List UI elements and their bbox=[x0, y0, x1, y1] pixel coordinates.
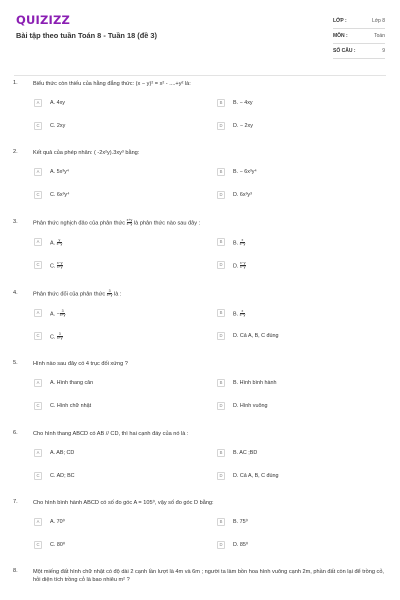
question-text: Hình nào sau đây có 4 trục đối xứng ? bbox=[33, 361, 128, 367]
option-a[interactable] bbox=[34, 167, 184, 178]
option-letter-box[interactable]: B bbox=[217, 379, 225, 387]
fraction-numerator: x bbox=[241, 238, 244, 242]
fraction-numerator: 3 bbox=[58, 332, 61, 336]
option-b[interactable] bbox=[217, 237, 367, 248]
option-fraction bbox=[240, 262, 246, 270]
option-b[interactable] bbox=[217, 167, 367, 178]
question-text: Kết quả của phép nhân: ( -2x²y).3xy³ bằng: bbox=[33, 150, 140, 156]
option-d[interactable] bbox=[217, 471, 367, 482]
option-b[interactable] bbox=[217, 448, 367, 459]
fraction-denominator: x+y bbox=[106, 293, 113, 298]
meta-label: MÔN : bbox=[333, 33, 348, 39]
question-fraction bbox=[107, 290, 113, 298]
option-text: A. Hình thang cân bbox=[50, 380, 94, 386]
option-text: C. Hình chữ nhật bbox=[50, 403, 92, 409]
meta-row-subject bbox=[333, 29, 385, 44]
fraction-denominator: x−y bbox=[126, 222, 133, 227]
option-text: C. 6x³y⁴ bbox=[50, 192, 70, 198]
worksheet-header bbox=[0, 0, 400, 64]
question-number: 7. bbox=[13, 499, 18, 505]
option-label: D. bbox=[233, 263, 239, 270]
option-letter-box[interactable]: B bbox=[217, 518, 225, 526]
fraction-denominator: x−y bbox=[239, 242, 246, 247]
option-text bbox=[233, 262, 246, 270]
option-b[interactable] bbox=[217, 378, 367, 389]
option-text: D. Hình vuông bbox=[233, 403, 268, 409]
option-text: B. − 6x³y⁴ bbox=[233, 169, 257, 175]
meta-row-question-count bbox=[333, 44, 385, 59]
fraction-denominator: x+y bbox=[56, 336, 63, 341]
fraction-numerator: 3 bbox=[61, 309, 64, 313]
question-number: 2. bbox=[13, 149, 18, 155]
question-text: Cho hình bình hành ABCD có số đo góc A = 105⁰, vậy số đo góc D bằng: bbox=[33, 500, 214, 506]
option-label: A. − bbox=[50, 311, 60, 318]
option-letter-box[interactable]: D bbox=[217, 191, 225, 199]
option-a[interactable] bbox=[34, 98, 184, 109]
option-d[interactable] bbox=[217, 331, 367, 342]
option-letter-box[interactable]: A bbox=[34, 99, 42, 107]
option-text bbox=[50, 333, 63, 341]
option-a[interactable] bbox=[34, 237, 184, 248]
option-letter-box[interactable]: D bbox=[217, 541, 225, 549]
option-d[interactable] bbox=[217, 260, 367, 271]
option-text: C. 2xy bbox=[50, 123, 66, 129]
worksheet-meta-box bbox=[333, 14, 385, 59]
option-text: B. 75⁰ bbox=[233, 519, 248, 525]
question-number: 3. bbox=[13, 219, 18, 225]
fraction-denominator: x−y bbox=[239, 313, 246, 318]
option-b[interactable] bbox=[217, 98, 367, 109]
option-letter-box[interactable]: A bbox=[34, 449, 42, 457]
option-letter-box[interactable]: A bbox=[34, 168, 42, 176]
option-letter-box[interactable]: B bbox=[217, 168, 225, 176]
option-text: B. Hình bình hành bbox=[233, 380, 277, 386]
question-text-after: là : bbox=[114, 291, 122, 298]
option-a[interactable] bbox=[34, 378, 184, 389]
option-text: B. − 4xy bbox=[233, 100, 253, 106]
question-text-before: Phân thức đối của phân thức bbox=[33, 291, 106, 298]
option-text: C. 80⁰ bbox=[50, 542, 66, 548]
question-text-after: là phân thức nào sau đây : bbox=[133, 220, 201, 227]
meta-value: 9 bbox=[382, 48, 385, 54]
question-text: Biểu thức còn thiếu của hằng đẳng thức: (x − y)² = x² - ....+y² là: bbox=[33, 81, 191, 87]
option-fraction bbox=[57, 333, 63, 341]
option-a[interactable] bbox=[34, 517, 184, 528]
option-text: A. 4xy bbox=[50, 100, 65, 106]
option-d[interactable] bbox=[217, 401, 367, 412]
option-b[interactable] bbox=[217, 308, 367, 319]
question-text: Cho hình thang ABCD có AB // CD, thì hai cạnh đáy của nó là : bbox=[33, 431, 189, 437]
option-fraction bbox=[57, 239, 63, 247]
option-letter-box[interactable]: B bbox=[217, 99, 225, 107]
question-fraction bbox=[127, 219, 133, 227]
option-a[interactable] bbox=[34, 308, 184, 319]
option-letter-box[interactable]: A bbox=[34, 518, 42, 526]
header-divider bbox=[14, 75, 386, 76]
option-text: D. 85⁰ bbox=[233, 542, 249, 548]
option-fraction bbox=[240, 310, 246, 318]
fraction-numerator: x+y bbox=[126, 218, 133, 222]
option-label: C. bbox=[50, 263, 56, 270]
worksheet-title: Bài tập theo tuần Toán 8 - Tuần 18 (đề 3) bbox=[16, 31, 157, 40]
option-letter-box[interactable]: A bbox=[34, 309, 42, 317]
option-c[interactable] bbox=[34, 401, 184, 412]
question-text-before: Phân thức nghịch đảo của phân thức bbox=[33, 220, 126, 227]
meta-value: Lớp 8 bbox=[371, 18, 385, 24]
option-text: D. 6x³y³ bbox=[233, 192, 252, 198]
option-letter-box[interactable]: D bbox=[217, 402, 225, 410]
option-letter-box[interactable]: C bbox=[34, 472, 42, 480]
fraction-denominator: x−y bbox=[239, 265, 246, 270]
option-label: A. bbox=[50, 240, 56, 247]
option-c[interactable] bbox=[34, 540, 184, 551]
option-letter-box[interactable]: D bbox=[217, 261, 225, 269]
option-text: A. AB; CD bbox=[50, 450, 75, 456]
option-d[interactable] bbox=[217, 540, 367, 551]
fraction-numerator: y bbox=[58, 238, 61, 242]
question-number: 1. bbox=[13, 80, 18, 86]
question-text bbox=[33, 290, 385, 298]
option-text bbox=[50, 239, 62, 247]
question-number: 8. bbox=[13, 568, 18, 574]
option-fraction bbox=[57, 262, 63, 270]
option-letter-box[interactable]: C bbox=[34, 261, 42, 269]
option-c[interactable] bbox=[34, 260, 184, 271]
option-text: D. − 2xy bbox=[233, 123, 253, 129]
option-letter-box[interactable]: C bbox=[34, 402, 42, 410]
meta-row-class bbox=[333, 14, 385, 29]
option-text: A. 70⁰ bbox=[50, 519, 65, 525]
option-text bbox=[233, 310, 245, 318]
fraction-numerator: x−y bbox=[239, 261, 246, 265]
option-label: C. bbox=[50, 334, 56, 341]
option-letter-box[interactable]: B bbox=[217, 449, 225, 457]
question-number: 6. bbox=[13, 430, 18, 436]
question-number: 4. bbox=[13, 290, 18, 296]
question-text bbox=[33, 219, 385, 227]
option-label: B. bbox=[233, 311, 239, 318]
option-c[interactable] bbox=[34, 190, 184, 201]
option-letter-box[interactable]: C bbox=[34, 191, 42, 199]
fraction-numerator: 3 bbox=[108, 289, 111, 293]
option-text bbox=[50, 310, 65, 318]
fraction-numerator: x−y bbox=[56, 261, 63, 265]
quizizz-logo: QUIZIZZ bbox=[16, 13, 71, 27]
meta-label: LỚP : bbox=[333, 18, 347, 24]
option-a[interactable] bbox=[34, 448, 184, 459]
meta-label: SỐ CÂU : bbox=[333, 48, 356, 54]
question-text: Một miếng đất hình chữ nhật có độ dài 2 cạnh lần lượt là 4m và 6m ; người ta làm bồn hoa hình vuông cạnh 2m, phần đất còn lại để trồng cỏ, hỏi diện tích trồng cỏ là bao nhiêu m² ? bbox=[33, 569, 384, 583]
option-letter-box[interactable]: B bbox=[217, 309, 225, 317]
option-letter-box[interactable]: A bbox=[34, 238, 42, 246]
option-text bbox=[50, 262, 63, 270]
option-fraction bbox=[60, 310, 66, 318]
option-text: B. AC ;BD bbox=[233, 450, 258, 456]
option-letter-box[interactable]: B bbox=[217, 238, 225, 246]
option-letter-box[interactable]: D bbox=[217, 472, 225, 480]
fraction-denominator: x+y bbox=[56, 265, 63, 270]
fraction-denominator: x−y bbox=[56, 242, 63, 247]
option-text: D. Cả A, B, C đúng bbox=[233, 473, 279, 479]
option-letter-box[interactable]: C bbox=[34, 332, 42, 340]
option-c[interactable] bbox=[34, 331, 184, 342]
question-number: 5. bbox=[13, 360, 18, 366]
meta-value: Toán bbox=[374, 33, 385, 39]
option-d[interactable] bbox=[217, 190, 367, 201]
option-text bbox=[233, 239, 245, 247]
option-label: B. bbox=[233, 240, 239, 247]
option-fraction bbox=[240, 239, 246, 247]
fraction-numerator: x bbox=[241, 309, 244, 313]
option-letter-box[interactable]: A bbox=[34, 379, 42, 387]
option-letter-box[interactable]: D bbox=[217, 122, 225, 130]
option-text: A. 5x³y⁴ bbox=[50, 169, 70, 175]
option-b[interactable] bbox=[217, 517, 367, 528]
option-d[interactable] bbox=[217, 121, 367, 132]
option-letter-box[interactable]: D bbox=[217, 332, 225, 340]
option-text: D. Cả A, B, C đúng bbox=[233, 333, 279, 339]
option-c[interactable] bbox=[34, 121, 184, 132]
option-text: C. AD; BC bbox=[50, 473, 75, 479]
option-letter-box[interactable]: C bbox=[34, 541, 42, 549]
option-letter-box[interactable]: C bbox=[34, 122, 42, 130]
fraction-denominator: x+y bbox=[59, 313, 66, 318]
option-c[interactable] bbox=[34, 471, 184, 482]
